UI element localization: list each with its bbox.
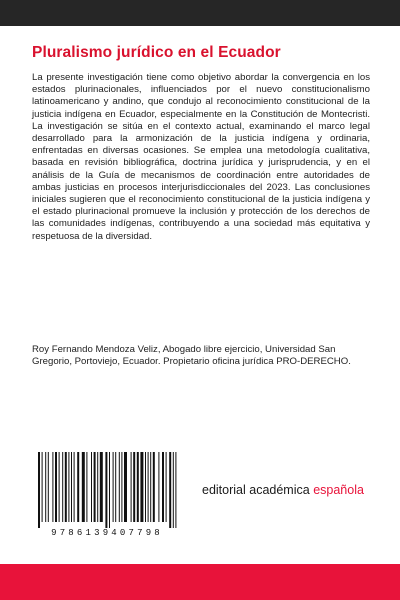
barcode-bar <box>158 452 159 522</box>
barcode-bar <box>169 452 171 528</box>
barcode-bar <box>166 452 167 522</box>
barcode-bar <box>140 452 143 522</box>
barcode-bar <box>42 452 43 522</box>
barcode-bar <box>175 452 176 528</box>
barcode-bar <box>113 452 114 522</box>
barcode-bar <box>150 452 151 522</box>
barcode-bar <box>119 452 120 522</box>
barcode-bar <box>59 452 60 522</box>
barcode-bar <box>115 452 116 522</box>
author-bio: Roy Fernando Mendoza Veliz, Abogado libre ejercicio, Universidad San Gregorio, Portoviejo, Ecuador. Propietario oficina jurídica PRO-DERECHO. <box>32 344 351 368</box>
book-title: Pluralismo jurídico en el Ecuador <box>32 44 281 61</box>
barcode-bar <box>82 452 85 522</box>
barcode-bar <box>133 452 135 522</box>
barcode-bar <box>153 452 155 522</box>
barcode-bar <box>100 452 103 522</box>
publisher-name: editorial académica <box>202 483 310 497</box>
barcode-bar <box>105 452 107 528</box>
book-abstract: La presente investigación tiene como objetivo abordar la convergencia en los estados plurinacionales, influenciados por el nuevo constitucionalismo latinoamericano y andino, que condujo al reconocimiento constitucional de la justicia indígena en Ecuador, especialmente en la Constitución de Montecristi. La investigación se sitúa en el contexto actual, examinando el marco legal desarrollado para la armonización de la justicia indígena y ordinaria, enfrentadas en diversas ocasiones. Se emplea una metodología cualitativa, basada en revisión bibliográfica, doctrina jurídica y jurisprudencia, y en el análisis de la Guía de mecanismos de coordinación entre autoridades de ambas justicias en procesos interjurisdiccionales del 2023. Las conclusiones iniciales sugieren que el reconocimiento constitucional de la justicia indígena y el estado plurinacional promueve la inclusión y protección de los derechos de las comunidades indígenas, contribuyendo a una sociedad más equitativa y respetuosa de la diversidad. <box>32 72 370 242</box>
barcode-bar <box>74 452 75 522</box>
top-dark-band <box>0 0 400 26</box>
barcode-bar <box>86 452 87 522</box>
barcode-bar <box>148 452 149 522</box>
isbn-barcode <box>30 446 184 540</box>
barcode-bar <box>65 452 67 522</box>
barcode-bar <box>48 452 49 522</box>
barcode-bar <box>162 452 164 522</box>
isbn-digits: 9786139407798 <box>51 528 163 538</box>
barcode-bar <box>68 452 69 522</box>
publisher-logo <box>202 483 364 497</box>
barcode-bar <box>91 452 92 522</box>
barcode-bar <box>71 452 72 522</box>
barcode-bar <box>45 452 46 522</box>
barcode-bar <box>55 452 57 522</box>
barcode-bar <box>137 452 139 522</box>
barcode-bar <box>173 452 174 528</box>
barcode-bar <box>131 452 132 522</box>
barcode-bar <box>62 452 63 522</box>
barcode-bar <box>145 452 146 522</box>
barcode-bar <box>124 452 127 522</box>
barcode-bar <box>121 452 122 522</box>
barcode-bar <box>52 452 53 522</box>
bottom-red-band <box>0 564 400 600</box>
barcode-bar <box>94 452 96 522</box>
barcode-bars <box>36 452 178 528</box>
barcode-bar <box>38 452 40 528</box>
barcode-bar <box>97 452 98 522</box>
publisher-name-accent: española <box>313 483 364 497</box>
barcode-bar <box>77 452 79 522</box>
barcode-bar <box>109 452 110 528</box>
